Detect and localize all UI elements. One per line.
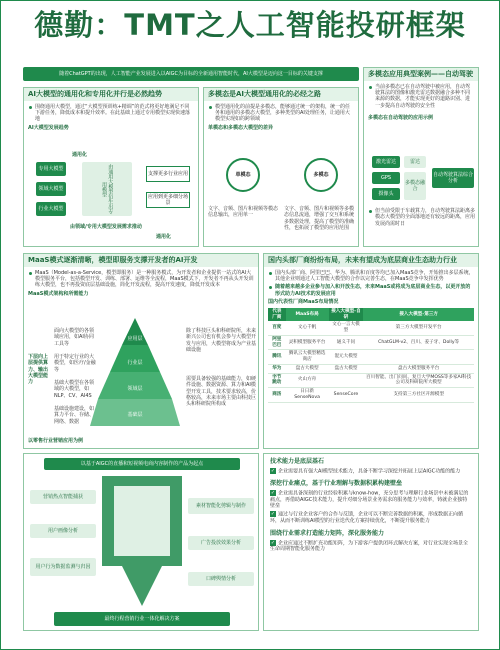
table-row <box>268 335 474 349</box>
tier-base-desc: 基础设施建设，如算力平台、存储、网络、数据 <box>54 406 95 425</box>
cell: 腾讯云大模型精选商店 <box>286 350 329 364</box>
table-row <box>268 364 474 373</box>
cell: 商汤 <box>268 388 286 402</box>
cap-text-3: 通过与行业企业客户的合作与反馈，企业可以不断完善数据的积累，形成数据正向循环，从而不断训练AI模型的行业迭代化方案持续优化，不断提升服务能力 <box>270 511 464 524</box>
sec1-bottom-right: 通用化 <box>156 234 172 240</box>
retail-arrow <box>102 476 182 606</box>
vendor-table <box>268 308 474 403</box>
check-icon: ✓ <box>270 467 276 474</box>
sec5-bullet-1: 国内头部厂商、阿里巴巴、华为、腾讯和百度等均已加入MaaS竞争，开始推出多层系统，其他企业则通过人工智能大模型的合作以完善生态，在MaaS竞争中发挥优势 <box>268 270 474 283</box>
cap-text-4: 企业应通过不断扩充功能矩阵，为下游客户提供闭环式解决方案，对行业实现全场景全生命周期智能化服务能力 <box>270 540 469 553</box>
panel-capabilities <box>263 453 479 631</box>
sec1-universal-label: 通用化 <box>72 152 88 158</box>
cell: 日日新SenseNova <box>286 388 329 402</box>
cell: 阿里巴巴 <box>268 335 286 349</box>
multi-modal-desc: 文字、音频、图片和视频等多模态信息流通，增强了交互和系统多数据处理，提高了模型的准确性，也拓展了模型的应用范围 <box>284 206 355 231</box>
sec4-diagram-title: MaaS模式架构和所需能力 <box>28 290 89 297</box>
single-modal-desc: 文字、音频、图片和视频等模态信息输出，应用单一 <box>208 206 279 219</box>
col-self: 接入大模型-自研 <box>329 308 364 321</box>
sec1-step-2: 领域大模型 <box>36 182 66 196</box>
col-third: 接入大模型-第三方 <box>363 308 474 321</box>
autodrive-result: 自动驾驶算法综合分析 <box>432 168 474 188</box>
sensor-gps: GPS <box>372 172 400 184</box>
maas-right-desc-1: 除了科技巨头和科研院所，未来新兴公司也有机会参与大模型开发与应用，大模型将成为产业基础设施 <box>186 328 257 353</box>
tier-base: 基础层 <box>127 412 143 418</box>
cell: ChatGLM-v2、百川、姜子牙、Dolly等 <box>363 335 474 349</box>
maas-left-label: 下层向上层提供算力、输出大模型能力 <box>28 354 49 385</box>
table-row <box>268 350 474 364</box>
cap-text-2: 企业需具备深刻的行业经验积累与know-how，充分思考与理解行业场景中未被满足的痛点，再借助AIGC技术能力，提升对细分场景业务需求的服务能力与效率，铸就企业独特壁垒 <box>270 490 469 509</box>
cap-head-1: 技术能力是底层基石 <box>270 458 325 465</box>
tier-domain-desc: 基础大模型在各领域的大模型，如NLP、CV、AI4S <box>54 380 95 399</box>
retail-right-1: 素材智能化剪辑与制作 <box>188 498 254 514</box>
cell: 支持第三方社区开源模型 <box>363 388 474 402</box>
cell: 盘古大模型 <box>286 364 329 373</box>
cell: 百度 <box>268 321 286 335</box>
panel-autodrive <box>363 67 479 247</box>
single-modal-circle <box>226 158 260 192</box>
cell: 盘古大模型 <box>329 364 364 373</box>
panel-maas <box>23 253 259 449</box>
sensor-radar: 雷达 <box>404 156 426 168</box>
sec2-heading: 多模态是AI大模型通用化的必经之路 <box>204 88 358 101</box>
fusion-box: 多模态融合 <box>404 172 426 200</box>
cell: SenseCore <box>329 388 364 402</box>
cell: 火山方舟 <box>286 373 329 387</box>
sec3-bullet2: 但当前受限于车载算力，自动驾驶算法距离多模态大模型的全面落地还有较远的距离，应用发展尚需时日 <box>368 208 476 227</box>
cell: 文心一言大模型 <box>329 321 364 335</box>
sec1-center: 由通用大模型衍生出专用模型 <box>82 162 132 216</box>
cap-head-2: 深挖行业痛点，基于行业理解与数据积累构建壁垒 <box>270 480 403 488</box>
table-row <box>268 321 474 335</box>
retail-left-1: 营销热点智能捕获 <box>30 490 96 504</box>
single-modal-label: 单模态 <box>235 171 251 178</box>
sec4-foot: 以零售行业营销应用为例 <box>28 438 84 444</box>
panel-multimodal <box>203 87 359 247</box>
maas-right-desc-2: 需要具备较强的基础能力，如硬件设施、数据资源、算力和AI模型开发工具，技术要求较高，价格较高，未来市场主要由科技巨头和科研院所构成 <box>186 376 257 407</box>
cell: 通义千问 <box>329 335 364 349</box>
sensor-lidar: 激光雷达 <box>372 156 400 168</box>
col-vendor: 代表厂商 <box>268 308 286 321</box>
retail-bottom: 最终行程营销行业一体化解决方案 <box>54 612 230 626</box>
retail-left-3: 用户行为数据监测与归因 <box>30 558 96 576</box>
cap-item-1 <box>270 458 472 474</box>
sec5-bullet-2: 随着越来越多企业参与加入和开放生态，未来MaaS或将成为底层商业生态，以更开放的形式助力AI技术的发展应用 <box>268 284 474 297</box>
sensor-camera: 摄像头 <box>372 188 400 200</box>
check-icon: ✓ <box>270 511 276 517</box>
cell: 混元大模型 <box>329 350 364 364</box>
cell: 百川智能、出门问问、复旦大学MOSS等多家AI科技公司及科研院所大模型 <box>363 373 474 387</box>
cap-item-3 <box>270 530 472 553</box>
cell: 文心千帆 <box>286 321 329 335</box>
col-maas: MaaS布局 <box>286 308 329 321</box>
sec5-table-title: 国内代表性厂商MaaS布局情况 <box>268 298 339 305</box>
cell: 第三方大模型开发平台 <box>363 321 474 335</box>
sec1-bullet: 围绕通用大模型，通过“大模型预训练+精调”的范式将更好地满足不同下游任务，降低成本和提升效率。在此基础上通过专用模型实现快速落地 <box>28 104 194 123</box>
tier-industry-desc: 用于特定行业的大模型，如医疗/金融等 <box>54 354 96 373</box>
table-row <box>268 373 474 387</box>
sec4-heading: MaaS模式逐渐清晰，模型即服务支撑开发者的AI开发 <box>24 254 258 267</box>
tier-app-desc: 面向大模型的各领域应用，如AI协同工具等 <box>54 328 95 347</box>
cell: 腾讯 <box>268 350 286 364</box>
cell: 盘古大模型服务平台 <box>363 364 474 373</box>
sec3-subhead: 多模态在自动驾驶的应用示例 <box>368 114 434 121</box>
table-row <box>268 388 474 402</box>
cell <box>363 350 474 364</box>
sec1-right-bottom: 应用到更多细分场景 <box>147 193 188 206</box>
sec5-heading: 国内头部厂商纷纷布局，未来有望成为底层商业生态助力行业 <box>264 254 478 267</box>
multi-modal-label: 多模态 <box>313 171 329 178</box>
sec3-heading: 多模态应用典型案例——自动驾驶 <box>364 68 478 81</box>
page-title: 德勤：TMT之人工智能投研框架 <box>34 7 466 42</box>
sec2-subhead: 单模态和多模态大模型的差异 <box>208 124 274 131</box>
retail-top-title: 以基于AIGC的直播和短视频电商内容制作的产品为起点 <box>44 458 240 470</box>
sec1-right-top: 支撑更多行业应用 <box>146 166 190 182</box>
sec1-bottom-label: 由领域/专用大模型发展需求推动 <box>70 224 142 230</box>
check-icon: ✓ <box>270 489 276 496</box>
cap-item-2 <box>270 480 472 524</box>
tier-industry: 行业层 <box>127 360 143 366</box>
cell: 华为 <box>268 364 286 373</box>
sec1-step-3: 行业大模型 <box>36 202 66 216</box>
multi-modal-circle <box>304 158 338 192</box>
panel-retail <box>23 453 259 631</box>
cap-text-1: 企业需要具有强大AI模型技术能力，具备不断学习深挖并拓展上层AIGC功能的能力 <box>278 468 461 474</box>
cell <box>329 373 364 387</box>
sec4-bullet: MaaS（Model-as-a-Service，模型即服务）是一种服务模式，为开发者和企业提供一站式的AI大模型服务平台，包括模型开发、训练、部署、运维等全流程，MaaS模式下，开发者不再从头开发训练大模型，也不再投资底层基础设施，简化开发流程，提高开发速度，降低开发成本 <box>28 270 254 289</box>
sec2-bullet: 模型通用化的前提是多模态，能够通过统一的架构，统一的任务和通用的多模态大模型，多种类型的AI处理任务，让通用大模型实现如的跨领域 <box>208 104 354 123</box>
intro-banner: 随着ChatGPT的出现，人工智能产业发展进入以AIGC为目标的全新通用智能时代，AI大模型是迈向这一目标的关键支撑 <box>23 67 359 81</box>
sec1-heading: AI大模型的通用化和专用化并行是必然趋势 <box>24 88 198 101</box>
sec1-subhead: AI大模型发展趋势 <box>28 124 69 131</box>
cell: 字节跳动 <box>268 373 286 387</box>
tier-app: 应用层 <box>127 336 143 342</box>
retail-right-2: 广告投放效果分析 <box>188 536 254 550</box>
retail-right-3: 口碑舆情分析 <box>188 572 254 586</box>
retail-left-2: 用户画像分析 <box>30 524 96 538</box>
panel-ai-trend <box>23 87 199 247</box>
check-icon: ✓ <box>270 539 276 546</box>
panel-vendors <box>263 253 479 449</box>
cell: 灵积模型服务平台 <box>286 335 329 349</box>
sec3-bullet: 当前多模态已在自动驾驶中被应用，自动驾驶算法的图像和激光雷达数据融合多种不同来源的数据，才能实现更好的道路识别、进一步提高自动驾驶的安全性 <box>368 84 474 109</box>
cap-head-4: 围绕行业需求打造能力矩阵，深化服务能力 <box>270 530 385 537</box>
sec1-step-1: 专用大模型 <box>36 162 66 176</box>
tier-domain: 领域层 <box>127 386 143 392</box>
